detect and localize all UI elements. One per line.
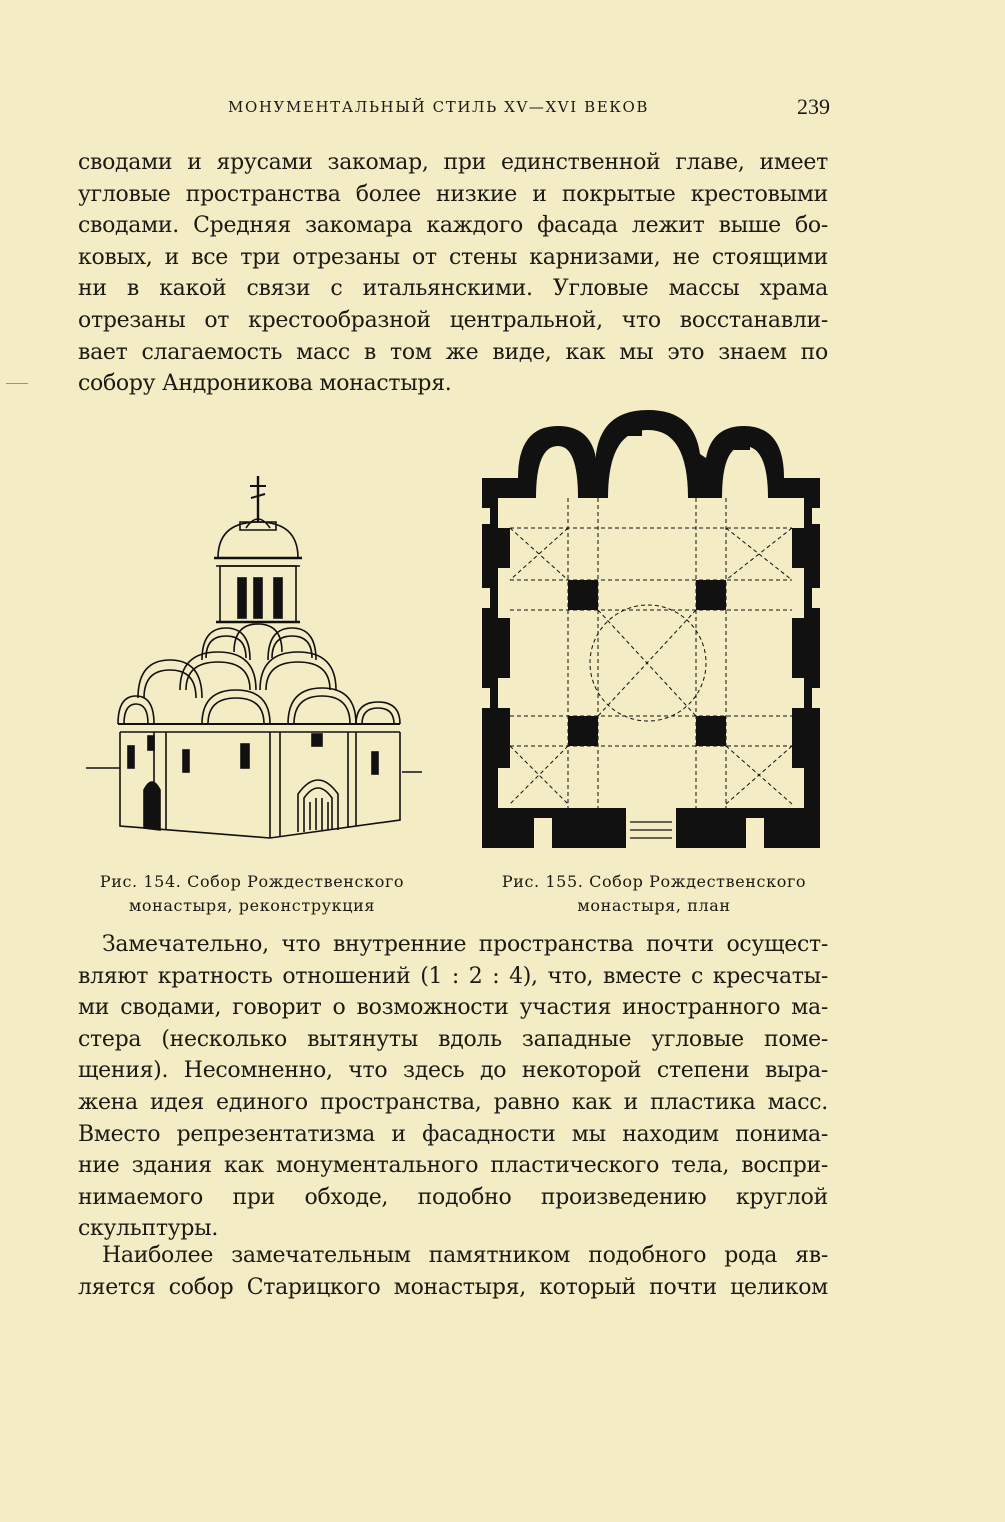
text-line: стера (несколько вытянуты вдоль западные угловые поме-	[78, 1026, 828, 1052]
margin-mark	[6, 383, 28, 384]
text-line: сводами и ярусами закомар, при единственной главе, имеет	[78, 150, 828, 175]
church-floor-plan-drawing	[478, 408, 824, 850]
caption-line: Рис. 154. Собор Рождественского	[99, 872, 405, 891]
text-line: вает слагаемость масс в том же виде, как мы это знаем по	[78, 339, 828, 365]
caption-line: монастыря, реконструкция	[128, 896, 376, 915]
figure-154	[84, 470, 424, 850]
text-line: угловые пространства более низкие и покрытые крестовыми	[78, 181, 828, 207]
text-line: отрезаны от крестообразной центральной, что восстанавли-	[78, 307, 828, 333]
text-line: собору Андроникова монастыря.	[78, 371, 452, 397]
text-line: ни в какой связи с итальянскими. Угловые массы храма	[78, 276, 828, 302]
text-line: Вместо репрезентатизма и фасадности мы находим понима-	[78, 1121, 828, 1147]
figure-155	[478, 408, 824, 850]
text-line: вляют кратность отношений (1 : 2 : 4), что, вместе с кресчаты-	[78, 963, 828, 989]
text-line: ляется собор Старицкого монастыря, который почти целиком	[78, 1274, 828, 1300]
church-reconstruction-drawing	[84, 470, 424, 850]
text-line: жена идея единого пространства, равно как и пластика масс.	[78, 1089, 828, 1115]
text-line: щения). Несомненно, что здесь до некоторой степени выра-	[78, 1058, 828, 1084]
text-line: Замечательно, что внутренние пространства почти осущест-	[102, 932, 828, 957]
running-header	[78, 96, 830, 120]
page-number: 239	[797, 94, 830, 119]
text-line: ковых, и все три отрезаны от стены карнизами, не стоящими	[78, 244, 828, 270]
figure-154-caption	[78, 870, 426, 918]
text-line: сводами. Средняя закомара каждого фасада лежит выше бо-	[78, 213, 828, 239]
text-line: скульптуры.	[78, 1216, 219, 1242]
figure-155-caption	[478, 870, 830, 918]
paragraph-1	[78, 147, 828, 400]
text-line: нимаемого при обходе, подобно произведению круглой	[78, 1184, 828, 1210]
running-title: МОНУМЕНТАЛЬНЫЙ СТИЛЬ XV—XVI ВЕКОВ	[228, 98, 650, 116]
text-line: ние здания как монументального пластического тела, воспри-	[78, 1153, 828, 1179]
text-line: Наиболее замечательным памятником подобного рода яв-	[102, 1243, 828, 1268]
paragraph-3	[78, 1240, 828, 1303]
paragraph-2	[78, 929, 828, 1245]
caption-line: монастыря, план	[577, 896, 731, 915]
caption-line: Рис. 155. Собор Рождественского	[501, 872, 807, 891]
text-line: ми сводами, говорит о возможности участия иностранного ма-	[78, 995, 828, 1021]
